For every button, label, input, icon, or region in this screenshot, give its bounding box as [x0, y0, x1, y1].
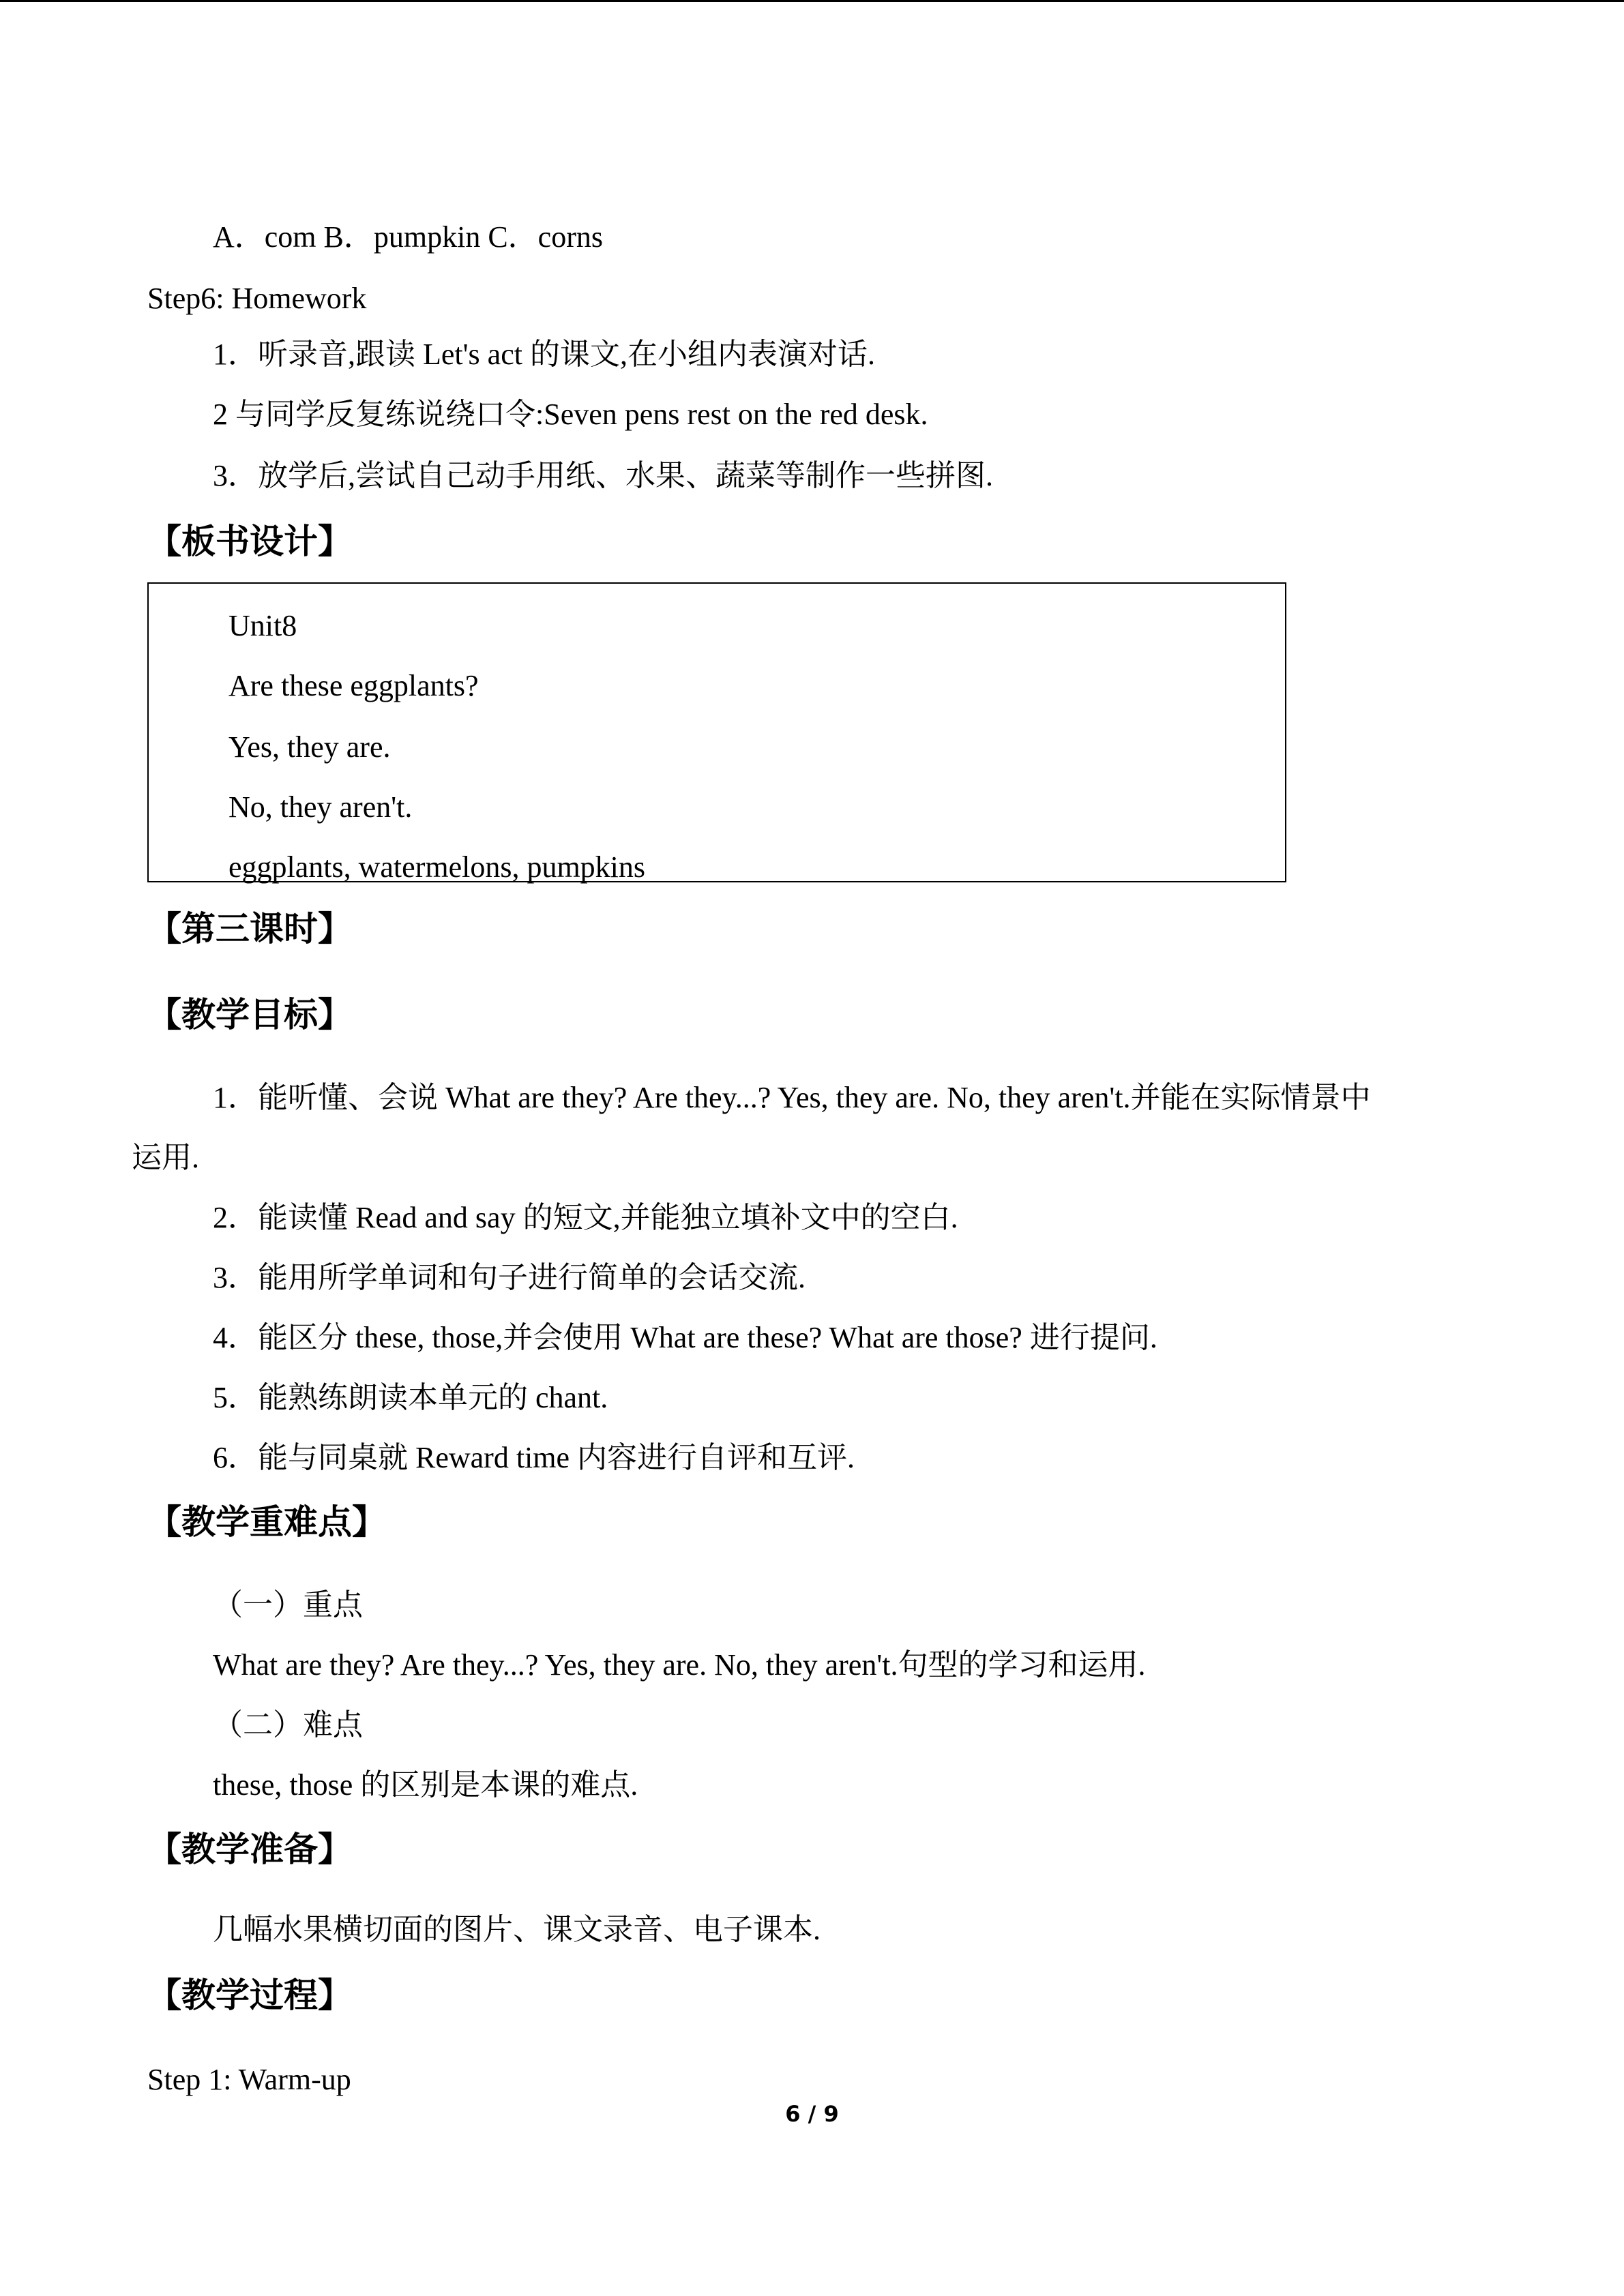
board-line-no: No, they aren't. [228, 790, 413, 824]
preparation-text: 几幅水果横切面的图片、课文录音、电子课本. [213, 1913, 821, 1946]
difficult-point-label: （二）难点 [213, 1708, 363, 1742]
options-line: A．com B．pumpkin C．corns [213, 220, 603, 254]
homework-item-1: 1．听录音,跟读 Let's act 的课文,在小组内表演对话. [213, 338, 875, 371]
objective-1-line-2: 运用. [132, 1141, 199, 1174]
board-line-yes: Yes, they are. [228, 730, 391, 764]
top-border-line [0, 0, 1624, 2]
objective-1-line-1: 1．能听懂、会说 What are they? Are they...? Yes, they are. No, they aren't.并能在实际情景中 [213, 1081, 1371, 1114]
objective-4: 4．能区分 these, those,并会使用 What are these? What are those? 进行提问. [213, 1321, 1157, 1354]
objective-5: 5．能熟练朗读本单元的 chant. [213, 1381, 608, 1414]
key-point-text: What are they? Are they...? Yes, they are. No, they aren't.句型的学习和运用. [213, 1648, 1146, 1682]
process-heading: 【教学过程】 [147, 1976, 352, 2015]
board-design-heading: 【板书设计】 [147, 522, 352, 561]
key-point-label: （一）重点 [213, 1588, 363, 1622]
key-points-heading: 【教学重难点】 [147, 1502, 386, 1542]
page-number: 6 / 9 [785, 2101, 839, 2127]
board-line-unit: Unit8 [228, 609, 297, 642]
third-lesson-heading: 【第三课时】 [147, 909, 352, 949]
board-line-question: Are these eggplants? [228, 669, 479, 702]
step1-title: Step 1: Warm-up [147, 2063, 351, 2096]
step6-title: Step6: Homework [147, 282, 367, 315]
difficult-point-text: these, those 的区别是本课的难点. [213, 1768, 638, 1802]
objective-2: 2．能读懂 Read and say 的短文,并能独立填补文中的空白. [213, 1201, 958, 1234]
objective-6: 6．能与同桌就 Reward time 内容进行自评和互评. [213, 1441, 855, 1474]
board-line-vocab: eggplants, watermelons, pumpkins [228, 850, 646, 884]
preparation-heading: 【教学准备】 [147, 1830, 352, 1869]
homework-item-2: 2 与同学反复练说绕口令:Seven pens rest on the red desk. [213, 398, 928, 431]
homework-item-3: 3．放学后,尝试自己动手用纸、水果、蔬菜等制作一些拼图. [213, 459, 993, 492]
objectives-heading: 【教学目标】 [147, 995, 352, 1034]
objective-3: 3．能用所学单词和句子进行简单的会话交流. [213, 1261, 806, 1294]
